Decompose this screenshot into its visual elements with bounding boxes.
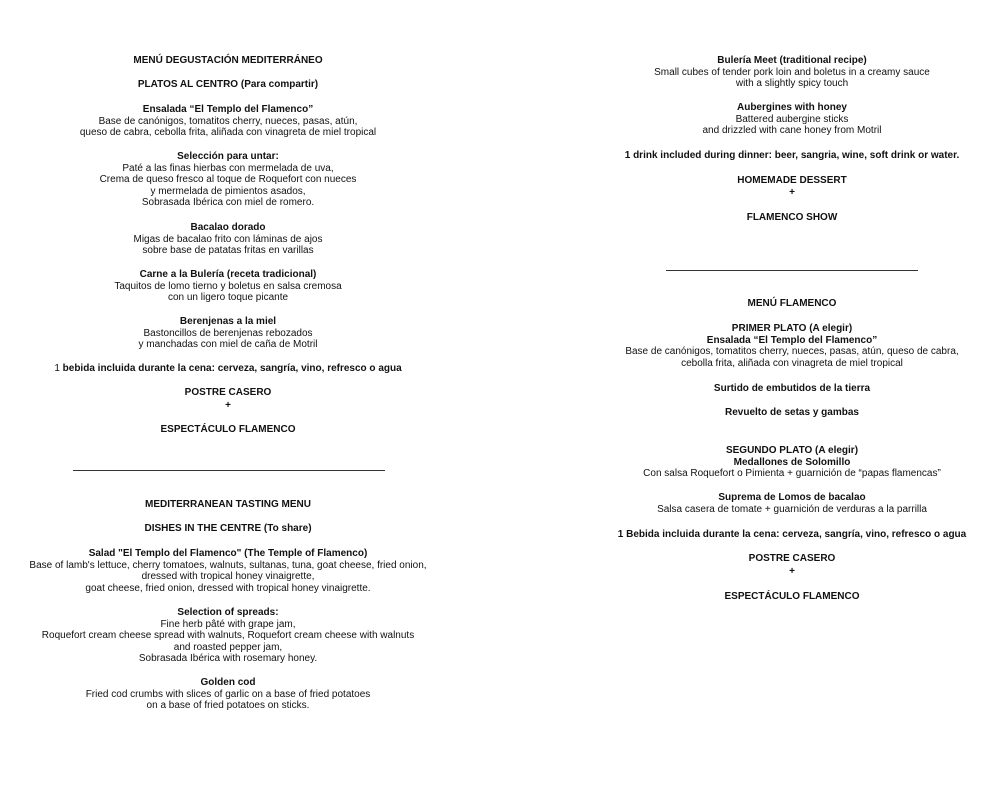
menu-title-es: MENÚ DEGUSTACIÓN MEDITERRÁNEO	[133, 55, 323, 66]
dish-salad	[0, 548, 456, 594]
dish-name: Bulería Meet (traditional recipe)	[717, 55, 867, 66]
drink-text: bebida incluida durante la cena: cerveza, sangría, vino, refresco o agua	[62, 363, 402, 374]
dish-description-line: cebolla frita, aliñada con vinagreta de miel tropical	[681, 357, 903, 369]
dish-description-line: Small cubes of tender pork loin and boletus in a creamy sauce	[654, 66, 930, 78]
dish-name: Bacalao dorado	[190, 222, 266, 233]
dish-description-line: Migas de bacalao frito con láminas de ajos	[133, 233, 323, 245]
course-heading: PRIMER PLATO (A elegir)	[731, 323, 853, 334]
dish-description-line: y manchadas con miel de caña de Motril	[138, 339, 318, 351]
dish-name: Aubergines with honey	[736, 102, 847, 113]
dish-description-line: Taquitos de lomo tierno y boletus en salsa cremosa	[114, 280, 342, 292]
show-flamenco: ESPECTÁCULO FLAMENCO	[724, 591, 860, 602]
dish-description-line: queso de cabra, cebolla frita, aliñada con vinagreta de miel tropical	[79, 127, 377, 139]
dish-name: Carne a la Bulería (receta tradicional)	[139, 269, 317, 280]
dish-description-line: Sobrasada Ibérica con miel de romero.	[141, 197, 315, 209]
menu-subtitle-es: PLATOS AL CENTRO (Para compartir)	[137, 79, 319, 90]
show-es: ESPECTÁCULO FLAMENCO	[160, 424, 296, 435]
dish-name: Selección para untar:	[177, 151, 279, 162]
dish-description-line: y mermelada de pimientos asados,	[150, 185, 306, 197]
dish-name: Ensalada “El Templo del Flamenco”	[706, 334, 878, 346]
dish-suprema-bacalao	[584, 492, 1000, 515]
dish-spreads	[0, 607, 456, 665]
dish-description-line: goat cheese, fried onion, dressed with tropical honey vinaigrette.	[85, 582, 371, 594]
dish-description-line: sobre base de patatas fritas en varillas	[142, 245, 314, 257]
dish-description-line: Salsa casera de tomate + guarnición de verduras a la parrilla	[657, 503, 927, 515]
first-course	[584, 323, 1000, 369]
course-heading: SEGUNDO PLATO (A elegir)	[725, 445, 859, 456]
dish-name: Medallones de Solomillo	[733, 456, 851, 468]
drink-included-flamenco: 1 Bebida incluida durante la cena: cerveza, sangría, vino, refresco o agua	[617, 529, 967, 540]
dish-description-line: Fine herb pâté with grape jam,	[160, 618, 296, 630]
menu-title-flamenco: MENÚ FLAMENCO	[747, 298, 837, 309]
dish-name: Selection of spreads:	[177, 607, 279, 618]
dish-carne-buleria	[0, 269, 456, 304]
dish-description-line: Paté a las finas hierbas con mermelada de uva,	[122, 162, 334, 174]
divider	[666, 270, 918, 271]
first-option-2: Surtido de embutidos de la tierra	[713, 383, 871, 394]
plus-sign: +	[789, 566, 795, 577]
dish-description-line: con un ligero toque picante	[167, 292, 289, 304]
show-en: FLAMENCO SHOW	[746, 212, 838, 223]
dish-description-line: Crema de queso fresco al toque de Roquefort con nueces	[99, 174, 357, 186]
dish-buleria-meet	[584, 55, 1000, 90]
divider	[73, 470, 385, 471]
drink-prefix: 1	[54, 363, 63, 374]
dish-name: Berenjenas a la miel	[179, 316, 277, 327]
dish-name: Ensalada “El Templo del Flamenco”	[142, 104, 314, 115]
dish-description-line: Sobrasada Ibérica with rosemary honey.	[138, 653, 318, 665]
first-option-3: Revuelto de setas y gambas	[725, 407, 859, 418]
dish-description-line: with a slightly spicy touch	[735, 78, 849, 90]
dish-description-line: Con salsa Roquefort o Pimienta + guarnición de “papas flamencas”	[643, 468, 941, 480]
second-course	[584, 445, 1000, 480]
dish-description-line: on a base of fried potatoes on sticks.	[146, 700, 310, 712]
dish-description-line: and drizzled with cane honey from Motril	[702, 125, 882, 137]
dish-golden-cod	[0, 677, 456, 712]
dish-description-line: Fried cod crumbs with slices of garlic on a base of fried potatoes	[85, 688, 371, 700]
dish-description-line: dressed with tropical honey vinaigrette,	[141, 571, 315, 583]
dish-bacalao-dorado	[0, 222, 456, 257]
dish-description-line: Base de canónigos, tomatitos cherry, nueces, pasas, atún, queso de cabra,	[625, 346, 959, 358]
dish-description-line: Bastoncillos de berenjenas rebozados	[143, 327, 313, 339]
dish-description-line: Base de canónigos, tomatitos cherry, nueces, pasas, atún,	[98, 115, 358, 127]
dish-name: Golden cod	[200, 677, 256, 688]
dish-description-line: and roasted pepper jam,	[173, 641, 283, 653]
drink-included-es	[0, 363, 456, 375]
dessert-en: HOMEMADE DESSERT	[737, 175, 847, 186]
dish-description-line: Battered aubergine sticks	[735, 113, 849, 125]
plus-sign: +	[225, 400, 231, 411]
dish-aubergines	[584, 102, 1000, 137]
drink-included-en: 1 drink included during dinner: beer, sangria, wine, soft drink or water.	[624, 150, 960, 161]
menu-title-en: MEDITERRANEAN TASTING MENU	[145, 499, 311, 510]
dish-description-line: Roquefort cream cheese spread with walnuts, Roquefort cream cheese with walnuts	[41, 630, 415, 642]
dessert-flamenco: POSTRE CASERO	[748, 553, 836, 564]
dish-berenjenas	[0, 316, 456, 351]
dish-seleccion-untar	[0, 151, 456, 209]
dish-name: Salad "El Templo del Flamenco" (The Temple of Flamenco)	[88, 548, 368, 559]
plus-sign: +	[789, 187, 795, 198]
dessert-es: POSTRE CASERO	[184, 387, 272, 398]
dish-description-line: Base of lamb's lettuce, cherry tomatoes, walnuts, sultanas, tuna, goat cheese, fried onion,	[29, 559, 427, 571]
dish-name: Suprema de Lomos de bacalao	[718, 492, 866, 503]
dish-ensalada	[0, 104, 456, 139]
menu-subtitle-en: DISHES IN THE CENTRE (To share)	[144, 523, 312, 534]
